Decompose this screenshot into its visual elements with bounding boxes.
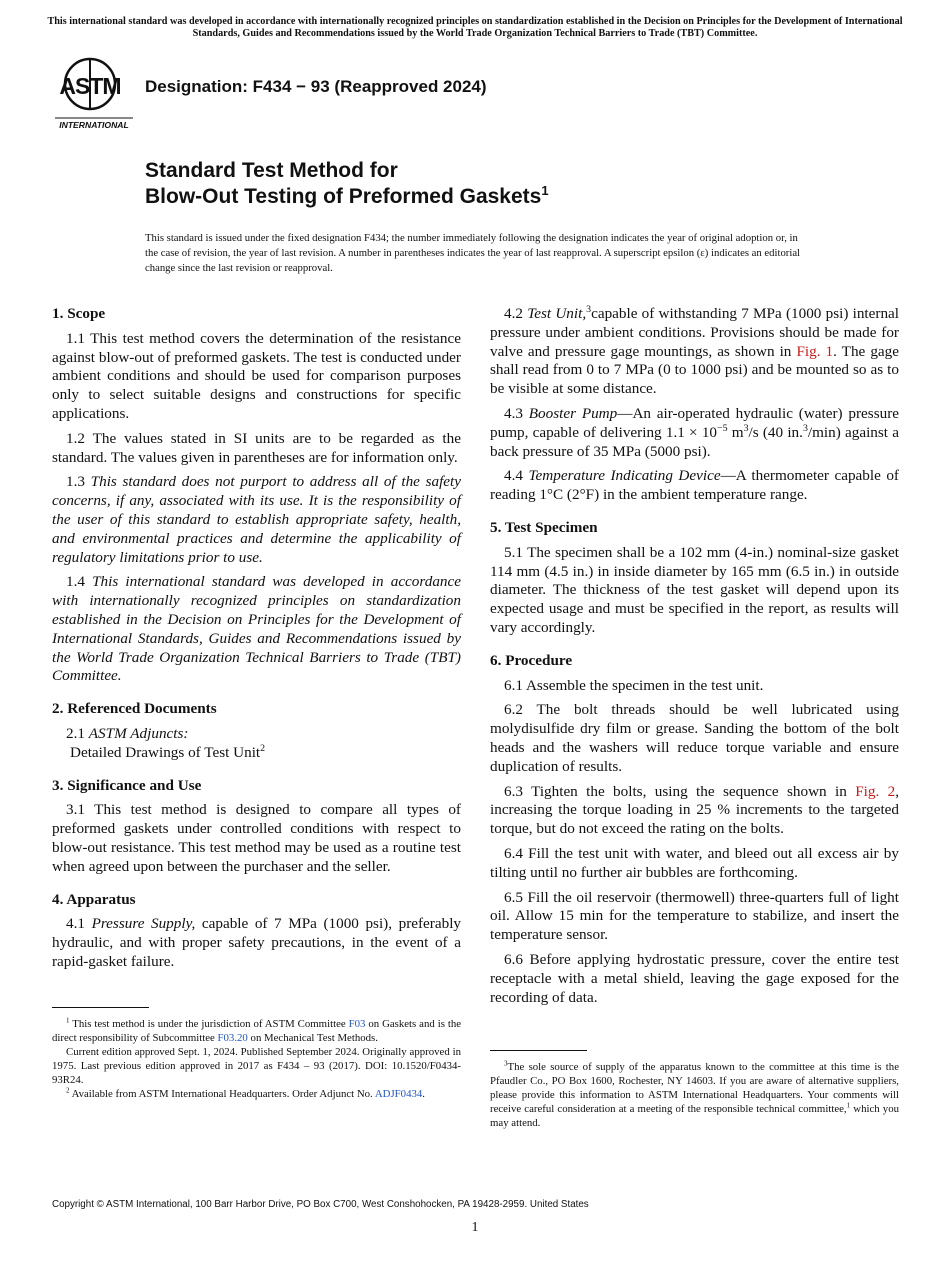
paragraph-6-4: 6.4 Fill the test unit with water, and bleed out all excess air by tilting until no further air bubbles are forthcoming. bbox=[490, 844, 899, 881]
paragraph-4-3: 4.3 Booster Pump—An air-operated hydraulic (water) pressure pump, capable of delivering $1.1 \times 10^{-5}$ $m^3/s$ (40 in.$^3$/min) against a back pressure of 35 MPa (5000 psi). bbox=[490, 404, 899, 460]
subcommittee-link[interactable]: F03.20 bbox=[217, 1032, 248, 1044]
astm-logo bbox=[52, 54, 136, 130]
section-heading-significance: 3. Significance and Use bbox=[52, 776, 202, 794]
section-heading-referenced-documents: 2. Referenced Documents bbox=[52, 700, 217, 718]
copyright-notice: Copyright © ASTM International, 100 Barr Harbor Drive, PO Box C700, West Conshohocken, PA 19428-2959. United States bbox=[52, 1199, 589, 1210]
footnote-divider bbox=[52, 1007, 149, 1008]
right-column bbox=[490, 305, 899, 1013]
paragraph-5-1: 5.1 The specimen shall be a 102 mm (4-in.) nominal-size gasket 114 mm (4.5 in.) in inside diameter by 165 mm (6.5 in.) in outside diameter. The thickness of the test gasket will depend upon its expected usage and must be specified in the report, as results will vary accordingly. bbox=[490, 543, 899, 636]
document-title bbox=[145, 158, 549, 210]
footnote-1: $^1$ This test method is under the jurisdiction of ASTM Committee F03 on Gaskets and is the direct responsibility of Subcommittee F03.20 on Mechanical Test Methods. bbox=[52, 1016, 462, 1044]
paragraph-6-6: 6.6 Before applying hydrostatic pressure, cover the entire test receptacle with a metal shield, leaving the gage exposed for the recording of data. bbox=[490, 950, 899, 1006]
astm-logo-icon bbox=[52, 54, 136, 130]
intro-paragraph: This standard is issued under the fixed designation F434; the number immediately following the designation indicates the year of original adoption or, in the case of revision, the year of last revision. A number in parentheses indicates the year of last reapproval. A superscript epsilon (ε) indicates an editorial change since the last revision or reapproval. bbox=[145, 232, 801, 274]
paragraph-6-3: 6.3 Tighten the bolts, using the sequence shown in Fig. 2, increasing the torque loading in 25 % increments to the targeted torque, but do not exceed the rating on the bolts. bbox=[490, 782, 899, 838]
page-number: 1 bbox=[471, 1220, 479, 1235]
section-heading-scope: 1. Scope bbox=[52, 305, 106, 322]
adjunct-link[interactable]: ADJF0434 bbox=[374, 1088, 423, 1100]
paragraph-6-5: 6.5 Fill the oil reservoir (thermowell) three-quarters full of light oil. Allow 15 min for the temperature to stabilize, and insert the temperature sensor. bbox=[490, 888, 899, 944]
footnote-divider-right bbox=[490, 1050, 587, 1051]
footnote-3: $^3$The sole source of supply of the apparatus known to the committee at this time is the Pfaudler Co., PO Box 1600, Rochester, NY 14603. If you are aware of alternative suppliers, please provide this information to ASTM International Headquarters. Your comments will receive careful consideration at a meeting of the responsible technical committee,$^1$ which you may attend. bbox=[490, 1059, 899, 1129]
title-line-1: Standard Test Method for bbox=[145, 159, 398, 182]
footnotes-right bbox=[490, 1060, 899, 1130]
fig-2-link[interactable]: Fig. 2 bbox=[855, 782, 896, 800]
paragraph-1-1: 1.1 This test method covers the determination of the resistance against blow-out of preformed gaskets. The test is conducted under ambient conditions and should be used for comparison purposes only to select suitable designs and constructions for specific applications. bbox=[52, 329, 461, 422]
title-line-2: Blow-Out Testing of Preformed Gaskets$^1$ bbox=[145, 183, 549, 208]
paragraph-6-2: 6.2 The bolt threads should be well lubricated using molydisulfide dry film or grease. Sanding the bottom of the bolt heads and the washers will reduce torque variable and ensure duplication of results. bbox=[490, 701, 899, 775]
designation: Designation: F434 − 93 (Reapproved 2024) bbox=[145, 77, 487, 96]
section-heading-apparatus: 4. Apparatus bbox=[52, 890, 136, 908]
paragraph-3-1: 3.1 This test method is designed to compare all types of preformed gaskets under controlled conditions with respect to blow-out resistance. This test method may be used as a routine test when agreed upon between the purchaser and the seller. bbox=[52, 801, 461, 875]
paragraph-1-3: 1.3 This standard does not purport to address all of the safety concerns, if any, associated with its use. It is the responsibility of the user of this standard to establish appropriate safety, health, and environmental practices and determine the applicability of regulatory limitations prior to use. bbox=[52, 473, 462, 566]
paragraph-2-1: 2.1 ASTM Adjuncts: Detailed Drawings of Test Unit$^2$ bbox=[66, 724, 266, 761]
footnote-2: $^2$ Available from ASTM International Headquarters. Order Adjunct No. ADJF0434. bbox=[66, 1086, 425, 1100]
paragraph-4-4: 4.4 Temperature Indicating Device—A thermometer capable of reading 1°C (2°F) in the ambient temperature range. bbox=[490, 467, 899, 504]
section-heading-procedure: 6. Procedure bbox=[490, 651, 573, 669]
top-notice: This international standard was developed in accordance with internationally recognized principles on standardization established in the Decision on Principles for the Development of International Standards, Guides and Recommendations issued by the World Trade Organization Technical Barriers to Trade (TBT) Committee. bbox=[47, 16, 903, 39]
section-heading-test-specimen: 5. Test Specimen bbox=[490, 518, 598, 536]
paragraph-6-1: 6.1 Assemble the specimen in the test unit. bbox=[504, 676, 764, 694]
svg-text:INTERNATIONAL: INTERNATIONAL bbox=[59, 120, 129, 130]
fig-1-link[interactable]: Fig. 1 bbox=[796, 342, 834, 360]
committee-link[interactable]: F03 bbox=[348, 1018, 366, 1030]
footnotes-left bbox=[52, 1017, 461, 1101]
paragraph-1-2: 1.2 The values stated in SI units are to be regarded as the standard. The values given in parentheses are for information only. bbox=[52, 429, 461, 466]
paragraph-4-1: 4.1 Pressure Supply, capable of 7 MPa (1000 psi), preferably hydraulic, and with proper safety precautions, in the event of a rapid-gasket failure. bbox=[52, 915, 462, 970]
paragraph-4-2: 4.2 Test Unit,$^3$capable of withstanding 7 MPa (1000 psi) internal pressure under ambient conditions. Provisions should be made for valve and pressure gage mountings, as shown in Fig. 1. The gage shall read from 0 to 7 MPa (0 to 1000 psi) and be mounted so as to be visible at some distance. bbox=[490, 303, 899, 398]
title-footnote-mark: 1 bbox=[541, 183, 549, 198]
paragraph-1-4: 1.4 This international standard was developed in accordance with internationally recognized principles on standardization established in the Decision on Principles for the Development of International Standards, Guides and Recommendations issued by the World Trade Organization Technical Barriers to Trade (TBT) Committee. bbox=[52, 573, 462, 685]
footnote-1-edition: Current edition approved Sept. 1, 2024. Published September 2024. Originally approved in 1975. Last previous edition approved in 2017 as F434 – 93 (2017). DOI: 10.1520/F0434-93R24. bbox=[52, 1046, 461, 1086]
left-column bbox=[52, 305, 461, 978]
svg-text:ASTM: ASTM bbox=[59, 73, 121, 99]
